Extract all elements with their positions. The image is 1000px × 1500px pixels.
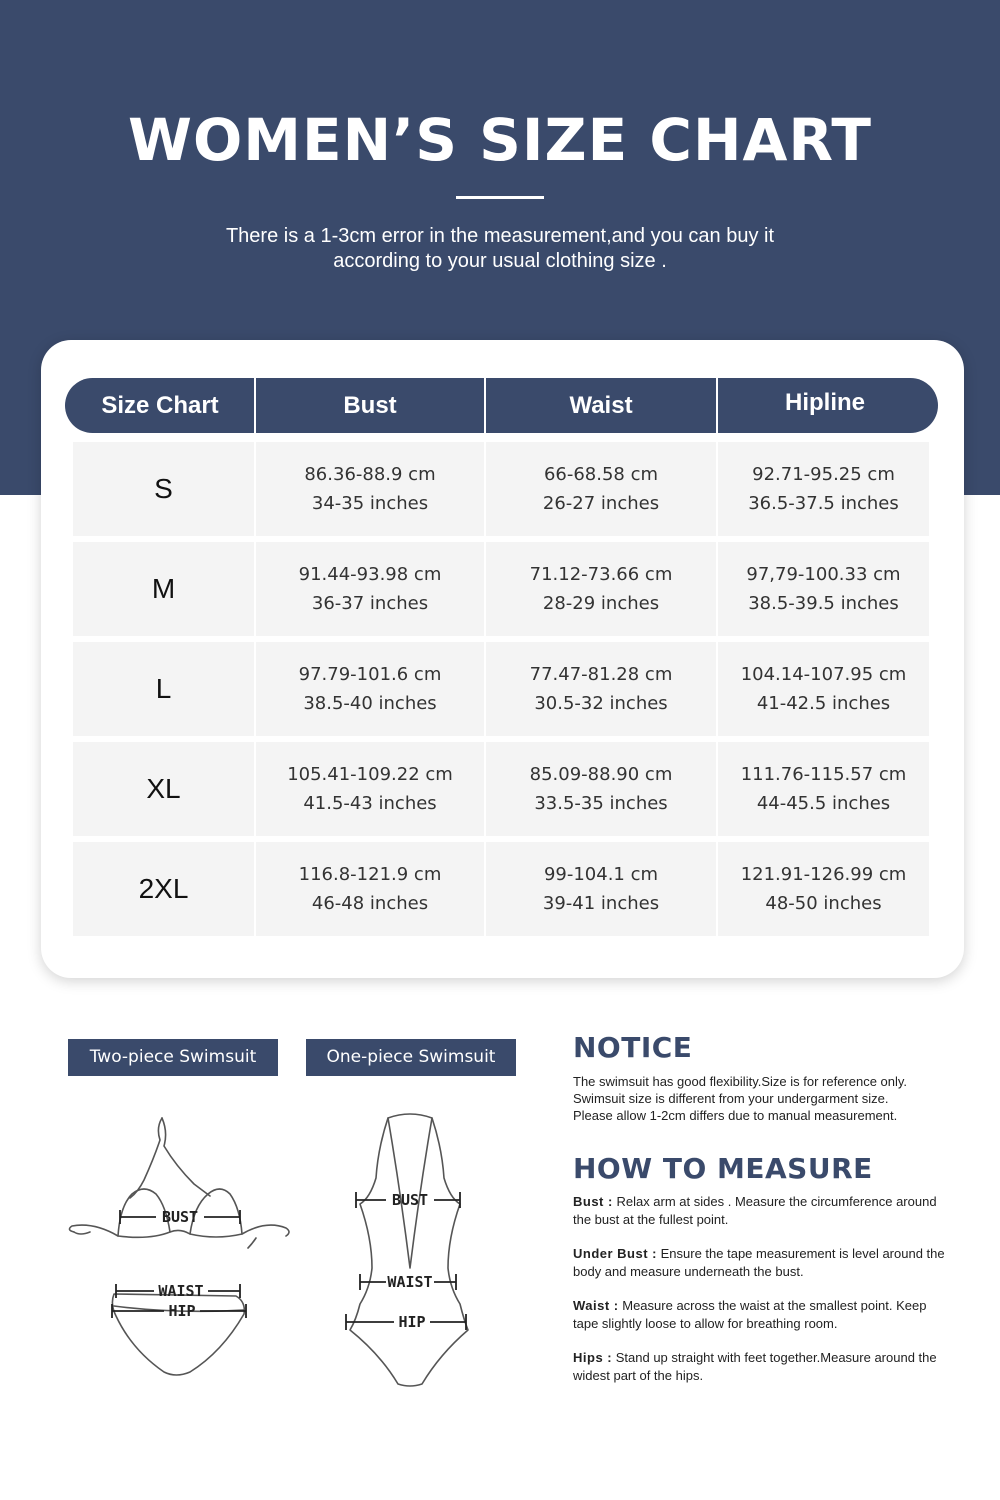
table-row xyxy=(73,642,929,736)
bust-label: BUST xyxy=(391,1191,429,1209)
page-subtitle xyxy=(150,224,850,274)
size-label: XL xyxy=(146,773,181,804)
bust-cm: 116.8-121.9 cm xyxy=(298,864,442,885)
hip-cell xyxy=(718,842,929,936)
table-row xyxy=(73,542,929,636)
size-label: S xyxy=(154,473,173,504)
header-waist: Waist xyxy=(569,392,633,419)
table-row xyxy=(73,442,929,536)
notice-line-1: The swimsuit has good flexibility.Size is for reference only. xyxy=(573,1074,908,1089)
size-label: L xyxy=(155,673,172,704)
waist-inches: 28-29 inches xyxy=(542,593,660,614)
hip-cell xyxy=(718,542,929,636)
notice-line-3: Please allow 1-2cm differs due to manual measurement. xyxy=(573,1108,898,1123)
table-row xyxy=(73,842,929,936)
bust-cm: 91.44-93.98 cm xyxy=(298,564,442,585)
size-cell xyxy=(73,442,254,536)
waist-inches: 26-27 inches xyxy=(542,493,660,514)
bust-inches: 46-48 inches xyxy=(311,893,429,914)
bust-inches: 41.5-43 inches xyxy=(303,793,437,814)
one-piece-swimsuit-diagram xyxy=(330,1108,490,1398)
tie-right xyxy=(242,1225,289,1236)
notice-text xyxy=(573,1073,953,1124)
bust-cell xyxy=(256,842,484,936)
hip-label: HIP xyxy=(168,1302,196,1320)
how-to-measure-title: HOW TO MEASURE xyxy=(573,1152,873,1185)
measure-text: Ensure the tape measurement is level around the body and measure underneath the bust. xyxy=(573,1246,945,1279)
measure-under-bust xyxy=(573,1245,953,1281)
size-cell xyxy=(73,742,254,836)
waist-cell xyxy=(486,742,716,836)
measure-term: Waist : xyxy=(573,1298,619,1313)
notice-line-2: Swimsuit size is different from your undergarment size. xyxy=(573,1091,889,1106)
subtitle-line-1: There is a 1-3cm error in the measurement,and you can buy it xyxy=(225,225,775,247)
bust-inches: 36-37 inches xyxy=(311,593,429,614)
waist-cm: 71.12-73.66 cm xyxy=(529,564,673,585)
hip-inches: 44-45.5 inches xyxy=(756,793,891,814)
waist-cell xyxy=(486,542,716,636)
bust-label: BUST xyxy=(161,1208,199,1226)
notice-title: NOTICE xyxy=(573,1031,693,1064)
hip-inches: 36.5-37.5 inches xyxy=(748,493,899,514)
bust-cell xyxy=(256,542,484,636)
measure-text: Relax arm at sides . Measure the circumference around the bust at the fullest point. xyxy=(573,1194,937,1227)
measure-text: Measure across the waist at the smallest point. Keep tape slightly loose to allow for breathing room. xyxy=(573,1298,927,1331)
waist-cell xyxy=(486,442,716,536)
measure-waist xyxy=(573,1297,953,1333)
halter-strap-left xyxy=(130,1118,162,1198)
one-piece-label: One-piece Swimsuit xyxy=(306,1039,516,1076)
bust-inches: 34-35 inches xyxy=(311,493,429,514)
header-hipline: Hipline xyxy=(784,389,865,416)
waist-inches: 33.5-35 inches xyxy=(534,793,668,814)
measure-term: Bust : xyxy=(573,1194,613,1209)
waist-inches: 30.5-32 inches xyxy=(534,693,668,714)
waist-cell xyxy=(486,842,716,936)
bust-cell xyxy=(256,442,484,536)
size-cell xyxy=(73,842,254,936)
measure-term: Hips : xyxy=(573,1350,613,1365)
bust-cell xyxy=(256,642,484,736)
bust-cm: 105.41-109.22 cm xyxy=(287,764,453,785)
hip-label: HIP xyxy=(398,1313,426,1331)
waist-cm: 66-68.58 cm xyxy=(543,464,659,485)
hip-cm: 121.91-126.99 cm xyxy=(740,864,907,885)
halter-strap-right xyxy=(162,1118,210,1196)
measure-text: Stand up straight with feet together.Measure around the widest part of the hips. xyxy=(573,1350,937,1383)
bust-cm: 97.79-101.6 cm xyxy=(298,664,442,685)
hip-cm: 97,79-100.33 cm xyxy=(746,564,901,585)
waist-cm: 99-104.1 cm xyxy=(543,864,659,885)
bust-cell xyxy=(256,742,484,836)
size-label: M xyxy=(151,573,176,604)
title-divider xyxy=(456,196,544,199)
measure-bust xyxy=(573,1193,953,1229)
two-piece-label: Two-piece Swimsuit xyxy=(68,1039,278,1076)
size-cell xyxy=(73,542,254,636)
waist-label: WAIST xyxy=(158,1282,204,1300)
table-row xyxy=(73,742,929,836)
hip-cell xyxy=(718,642,929,736)
two-piece-swimsuit-diagram xyxy=(60,1110,300,1390)
hip-cm: 92.71-95.25 cm xyxy=(752,464,895,485)
waist-inches: 39-41 inches xyxy=(542,893,660,914)
subtitle-line-2: according to your usual clothing size . xyxy=(333,250,667,272)
hip-cell xyxy=(718,742,929,836)
hip-inches: 38.5-39.5 inches xyxy=(748,593,899,614)
page-title: WOMEN’S SIZE CHART xyxy=(128,106,872,174)
bust-inches: 38.5-40 inches xyxy=(303,693,437,714)
waist-cell xyxy=(486,642,716,736)
hip-inches: 41-42.5 inches xyxy=(756,693,891,714)
hip-cm: 104.14-107.95 cm xyxy=(740,664,907,685)
one-piece-outline xyxy=(350,1114,468,1386)
tie-left xyxy=(69,1225,118,1236)
waist-cm: 77.47-81.28 cm xyxy=(529,664,673,685)
size-label: 2XL xyxy=(138,873,189,904)
size-cell xyxy=(73,642,254,736)
hip-cm: 111.76-115.57 cm xyxy=(740,764,907,785)
hip-cell xyxy=(718,442,929,536)
header-bust: Bust xyxy=(343,392,397,419)
measure-term: Under Bust : xyxy=(573,1246,657,1261)
bust-cm: 86.36-88.9 cm xyxy=(304,464,436,485)
header-size-chart: Size Chart xyxy=(101,392,219,419)
waist-label: WAIST xyxy=(387,1273,433,1291)
hip-inches: 48-50 inches xyxy=(765,893,882,914)
measure-hips xyxy=(573,1349,953,1385)
waist-cm: 85.09-88.90 cm xyxy=(529,764,673,785)
